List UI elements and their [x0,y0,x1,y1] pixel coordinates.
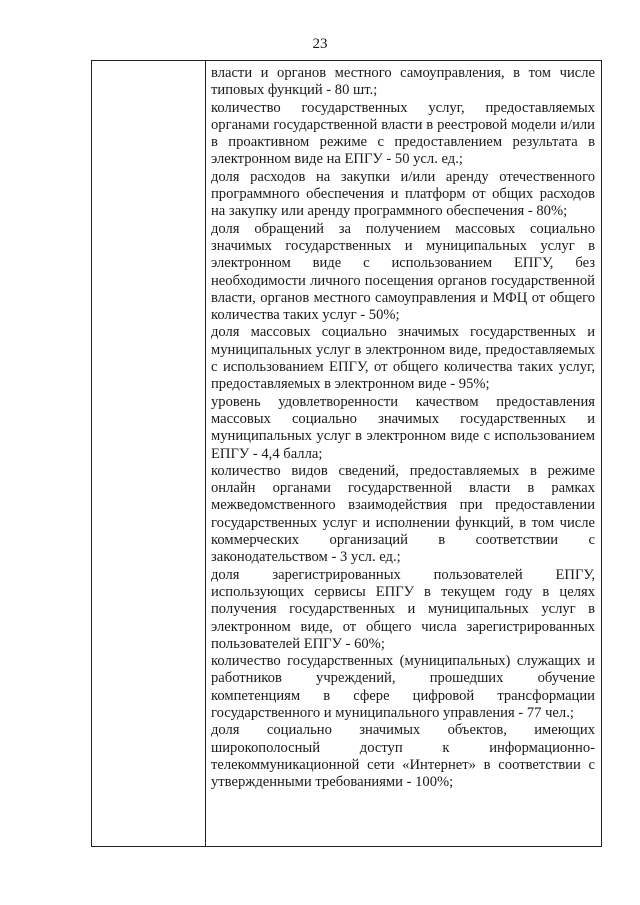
page-number: 23 [312,36,328,52]
indicators-table [91,60,602,847]
indicator-paragraph: доля расходов на закупки и/или аренду отечественного программного обеспечения и платформ от общих расходов на закупку или аренду программного обеспечения - 80%; [211,168,595,220]
indicator-paragraph: количество видов сведений, предоставляемых в режиме онлайн органами государственной власти в рамках межведомственного взаимодействия при предоставлении государственных услуг и исполнении функций, в том числе коммерческих организаций в соответствии с законодательством - 3 усл. ед.; [211,462,595,566]
indicator-paragraph: количество государственных (муниципальных) служащих и работников учреждений, прошедших обучение компетенциям в сфере цифровой трансформации государственного и муниципального управления - 77 чел.; [211,653,595,721]
indicator-paragraph: количество государственных услуг, предоставляемых органами государственной власти в реестровой модели и/или в проактивном режиме с предоставлением результата в электронном виде на ЕПГУ - 50 усл. ед.; [211,99,595,168]
indicators-cell [211,65,595,791]
indicator-paragraph: доля массовых социально значимых государственных и муниципальных услуг в электронном виде, предоставляемых с использованием ЕПГУ, от общего количества таких услуг, предоставляемых в электронном виде - 95%; [211,324,595,393]
indicator-paragraph: доля обращений за получением массовых социально значимых государственных и муниципальных услуг в электронном виде с использованием ЕПГУ, без необходимости личного посещения органов государственной власти, органов местного самоуправления и МФЦ от общего количества таких услуг - 50%; [211,220,595,324]
indicator-paragraph: уровень удовлетворенности качеством предоставления массовых социально значимых государственных и муниципальных услуг в электронном виде с использованием ЕПГУ - 4,4 балла; [211,393,595,462]
indicator-paragraph: доля зарегистрированных пользователей ЕПГУ, использующих сервисы ЕПГУ в текущем году в целях получения государственных и муниципальных услуг в электронном виде, от общего числа зарегистрированных пользователей ЕПГУ - 60%; [211,566,595,652]
indicator-paragraph: власти и органов местного самоуправления, в том числе типовых функций - 80 шт.; [211,65,595,99]
column-divider [205,61,206,846]
indicator-paragraph: доля социально значимых объектов, имеющих широкополосный доступ к информационно-телекоммуникационной сети «Интернет» в соответствии с утвержденными требованиями - 100%; [211,722,595,791]
